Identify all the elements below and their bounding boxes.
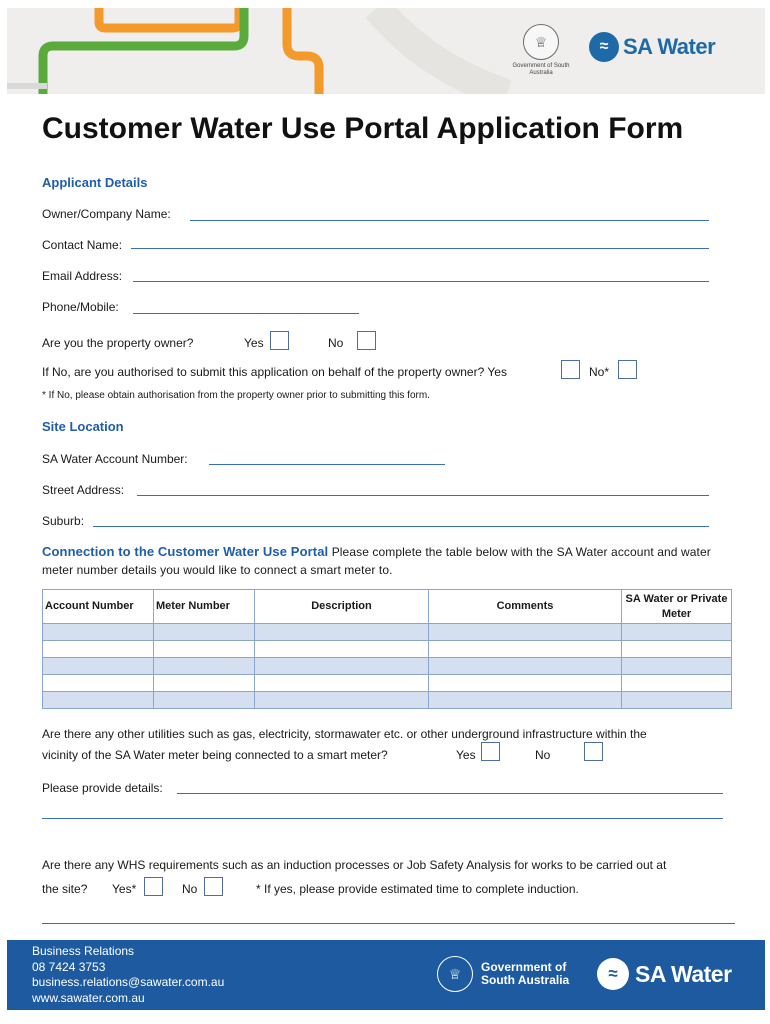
column-header-meter-type: SA Water or Private Meter: [622, 590, 732, 624]
footer-gov-line1: Government of: [481, 960, 567, 974]
suburb-label: Suburb:: [42, 514, 85, 528]
page-title: Customer Water Use Portal Application Form: [42, 112, 684, 145]
utilities-question-line1: Are there any other utilities such as gas, electricity, stormawater etc. or other underground infrastructure within the: [42, 727, 647, 741]
table-cell[interactable]: [622, 624, 732, 641]
authorised-no-label: No*: [589, 365, 610, 379]
footer-government-text: [481, 961, 569, 987]
utilities-yes-checkbox[interactable]: [481, 742, 500, 761]
meter-table: [42, 589, 732, 709]
table-cell[interactable]: [255, 624, 429, 641]
table-cell[interactable]: [622, 658, 732, 675]
property-owner-no-checkbox[interactable]: [357, 331, 376, 350]
property-owner-yes-label: Yes: [244, 336, 264, 350]
utilities-no-label: No: [535, 748, 551, 762]
property-owner-yes-checkbox[interactable]: [270, 331, 289, 350]
footer-dept: Business Relations: [32, 944, 135, 958]
table-cell[interactable]: [43, 641, 154, 658]
column-header-comments: Comments: [429, 590, 622, 624]
table-cell[interactable]: [622, 675, 732, 692]
table-row: [43, 641, 732, 658]
table-cell[interactable]: [429, 641, 622, 658]
whs-no-checkbox[interactable]: [204, 877, 223, 896]
table-cell[interactable]: [255, 641, 429, 658]
whs-site-label: the site?: [42, 882, 88, 896]
phone-label: Phone/Mobile:: [42, 300, 119, 314]
footer-email[interactable]: business.relations@sawater.com.au: [32, 975, 225, 989]
table-row: [43, 658, 732, 675]
sa-water-logo-text: SA Water: [623, 34, 716, 59]
whs-yes-label: Yes*: [112, 882, 137, 896]
utilities-no-checkbox[interactable]: [584, 742, 603, 761]
table-cell[interactable]: [43, 692, 154, 709]
account-number-field[interactable]: [209, 464, 445, 465]
connection-instructions: Please complete the table below with the SA Water account and water meter number details you would like to connect a smart meter to.: [42, 545, 711, 577]
footer-contact: [32, 944, 224, 1006]
government-logo: [503, 24, 579, 77]
table-cell[interactable]: [255, 658, 429, 675]
whs-induction-note: * If yes, please provide estimated time to complete induction.: [256, 882, 579, 896]
whs-question-line1: Are there any WHS requirements such as an induction processes or Job Safety Analysis for works to be carried out at: [42, 858, 667, 872]
table-cell[interactable]: [154, 675, 255, 692]
authorised-question: If No, are you authorised to submit this application on behalf of the property owner? Yes: [42, 365, 507, 379]
connection-paragraph: [42, 543, 737, 579]
table-cell[interactable]: [255, 692, 429, 709]
crest-icon: ♕: [437, 956, 473, 992]
details-label: Please provide details:: [42, 781, 163, 795]
government-logo-text: Government of South Australia: [512, 63, 570, 76]
table-cell[interactable]: [154, 624, 255, 641]
whs-details-field[interactable]: [42, 923, 735, 924]
whs-no-label: No: [182, 882, 198, 896]
applicant-details-heading: Applicant Details: [42, 175, 148, 190]
table-cell[interactable]: [622, 692, 732, 709]
column-header-meter-number: Meter Number: [154, 590, 255, 624]
table-cell[interactable]: [255, 675, 429, 692]
sa-water-wave-icon: ≈: [597, 958, 629, 990]
details-field[interactable]: [177, 793, 723, 794]
suburb-field[interactable]: [93, 526, 709, 527]
table-cell[interactable]: [43, 675, 154, 692]
whs-yes-checkbox[interactable]: [144, 877, 163, 896]
header-banner: [7, 8, 765, 94]
contact-name-field[interactable]: [131, 248, 709, 249]
footer-website[interactable]: www.sawater.com.au: [32, 990, 145, 1005]
footer-government-logo: [437, 956, 569, 992]
utilities-yes-label: Yes: [456, 748, 476, 762]
sa-water-wave-icon: ≈: [589, 32, 619, 62]
owner-name-label: Owner/Company Name:: [42, 207, 171, 221]
table-row: [43, 675, 732, 692]
table-cell[interactable]: [429, 624, 622, 641]
table-cell[interactable]: [429, 675, 622, 692]
phone-field[interactable]: [133, 313, 359, 314]
table-cell[interactable]: [154, 658, 255, 675]
street-address-label: Street Address:: [42, 483, 125, 497]
footer-gov-line2: South Australia: [481, 973, 570, 987]
contact-name-label: Contact Name:: [42, 238, 123, 252]
street-address-field[interactable]: [137, 495, 709, 496]
utilities-question-line2: vicinity of the SA Water meter being connected to a smart meter?: [42, 748, 388, 762]
authorisation-footnote: * If No, please obtain authorisation from the property owner prior to submitting this form.: [42, 390, 430, 401]
table-cell[interactable]: [622, 641, 732, 658]
footer-sa-water-logo: [597, 958, 732, 990]
footer-phone: 08 7424 3753: [32, 959, 106, 974]
property-owner-question: Are you the property owner?: [42, 336, 194, 350]
email-label: Email Address:: [42, 269, 123, 283]
column-header-description: Description: [255, 590, 429, 624]
table-cell[interactable]: [429, 692, 622, 709]
table-row: [43, 692, 732, 709]
property-owner-no-label: No: [328, 336, 344, 350]
authorised-no-checkbox[interactable]: [618, 360, 637, 379]
column-header-account-number: Account Number: [43, 590, 154, 624]
account-number-label: SA Water Account Number:: [42, 452, 188, 466]
table-cell[interactable]: [43, 658, 154, 675]
sa-water-logo: [589, 32, 715, 62]
table-cell[interactable]: [154, 641, 255, 658]
connection-heading: Connection to the Customer Water Use Portal: [42, 544, 329, 559]
footer: [7, 940, 765, 1010]
authorised-yes-checkbox[interactable]: [561, 360, 580, 379]
site-location-heading: Site Location: [42, 419, 124, 434]
owner-name-field[interactable]: [190, 220, 709, 221]
table-cell[interactable]: [429, 658, 622, 675]
details-field-line2[interactable]: [42, 818, 723, 819]
table-row: [43, 624, 732, 641]
crest-icon: ♕: [523, 24, 559, 60]
table-cell[interactable]: [43, 624, 154, 641]
email-field[interactable]: [133, 281, 709, 282]
footer-sa-water-text: SA Water: [635, 960, 732, 987]
table-cell[interactable]: [154, 692, 255, 709]
